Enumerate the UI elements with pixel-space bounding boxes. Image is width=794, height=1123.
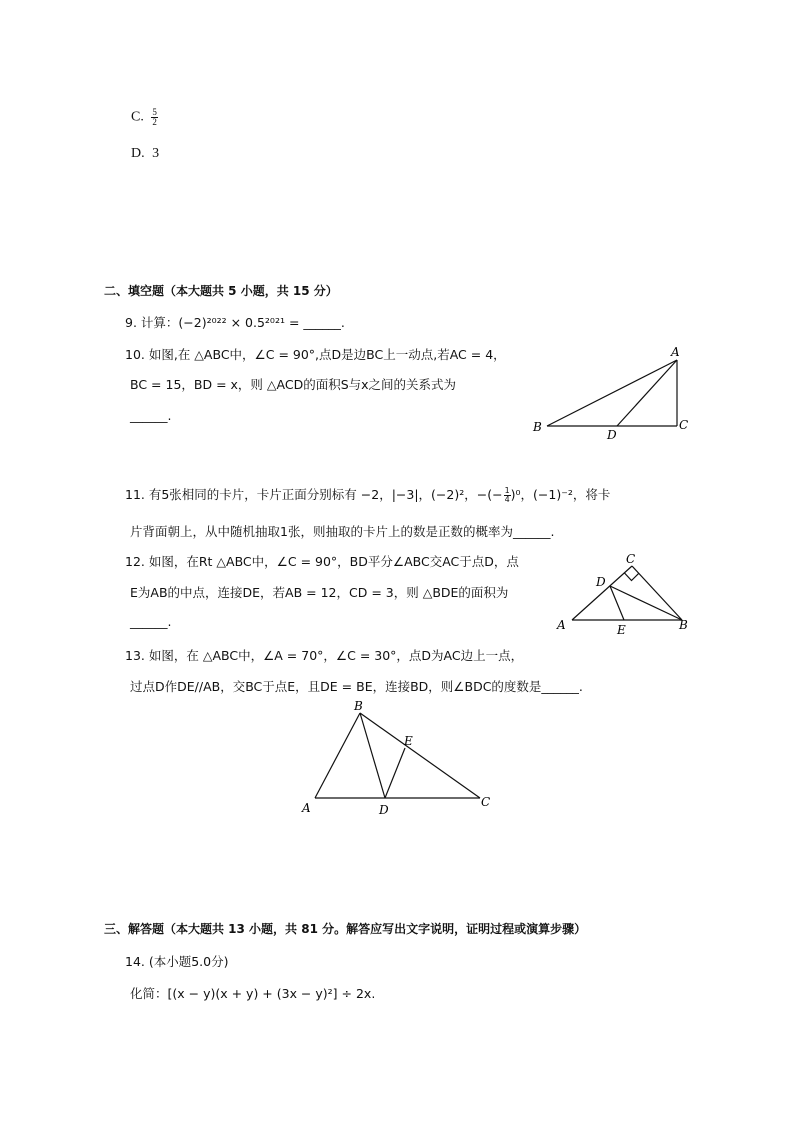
question-12-line3: ______. xyxy=(130,614,172,629)
question-12-figure xyxy=(552,548,702,640)
q13-side-bc xyxy=(360,713,480,798)
q10-side-ab xyxy=(547,360,677,426)
question-12-line1: 12. 如图，在Rt △ABC中，∠C = 90°，BD平分∠ABC交AC于点D，点 xyxy=(125,554,519,569)
question-13-line2: 过点D作DE//AB，交BC于点E，且DE = BE，连接BD，则∠BDC的度数是______. xyxy=(130,679,583,694)
question-11-line1-start: 11. 有5张相同的卡片，卡片正面分别标有 −2，|−3|，(−2)²，−(− xyxy=(125,487,503,502)
q13-label-c: C xyxy=(481,795,491,809)
question-11-line1 xyxy=(125,485,610,504)
q10-label-d: D xyxy=(607,428,617,442)
q10-label-a: A xyxy=(671,345,680,359)
q13-label-b: B xyxy=(354,699,363,713)
option-c-numerator: 5 xyxy=(152,107,157,117)
q12-side-bc xyxy=(632,566,682,620)
question-14-body: 化简：[(x − y)(x + y) + (3x − y)²] ÷ 2x. xyxy=(130,986,376,1001)
section-heading-fill-blank: 二、填空题（本大题共 5 小题，共 15 分） xyxy=(104,284,338,298)
q12-label-e: E xyxy=(617,623,626,637)
q12-right-angle-mark xyxy=(625,573,639,581)
option-c-label: C. xyxy=(131,109,144,125)
question-14-header: 14. (本小题5.0分) xyxy=(125,954,229,969)
question-10-figure xyxy=(525,340,700,445)
q12-label-c: C xyxy=(626,552,636,566)
q13-segment-bd xyxy=(360,713,385,798)
question-10-line2: BC = 15，BD = x，则 △ACD的面积S与x之间的关系式为 xyxy=(130,377,457,392)
question-13-figure xyxy=(295,698,505,820)
question-11-fraction-num: 1 xyxy=(504,486,510,495)
option-d xyxy=(131,146,159,162)
q13-label-a: A xyxy=(302,801,311,815)
q12-label-d: D xyxy=(596,575,606,589)
question-12-line2: E为AB的中点，连接DE，若AB = 12，CD = 3，则 △BDE的面积为 xyxy=(130,585,509,600)
q12-label-b: B xyxy=(679,618,688,632)
q13-side-ab xyxy=(315,713,360,798)
question-11-fraction xyxy=(504,487,511,504)
question-10-line1: 10. 如图,在 △ABC中，∠C = 90°,点D是边BC上一动点,若AC = 4， xyxy=(125,347,506,362)
option-c xyxy=(131,108,158,127)
q10-label-c: C xyxy=(679,418,689,432)
question-11-line2: 片背面朝上，从中随机抽取1张，则抽取的卡片上的数是正数的概率为______. xyxy=(130,524,555,539)
question-10-line3: ______. xyxy=(130,408,172,423)
q10-label-b: B xyxy=(533,420,542,434)
question-13-line1: 13. 如图，在 △ABC中，∠A = 70°，∠C = 30°，点D为AC边上一点， xyxy=(125,648,524,663)
option-d-value: 3 xyxy=(152,146,160,161)
q13-segment-de xyxy=(385,748,405,798)
q13-label-e: E xyxy=(404,734,413,748)
q10-segment-ad xyxy=(617,360,677,426)
option-c-fraction xyxy=(151,108,158,127)
q12-label-a: A xyxy=(557,618,566,632)
question-11-fraction-den: 4 xyxy=(504,495,510,504)
q13-label-d: D xyxy=(379,803,389,817)
option-c-denominator: 2 xyxy=(152,117,157,127)
question-9: 9. 计算：(−2)²⁰²² × 0.5²⁰²¹ = ______. xyxy=(125,315,345,330)
q12-segment-bd xyxy=(610,586,682,620)
section-heading-solve: 三、解答题（本大题共 13 小题，共 81 分。解答应写出文字说明，证明过程或演算步骤） xyxy=(104,922,587,936)
option-d-label: D. xyxy=(131,146,145,161)
question-11-line1-end: )⁰，(−1)⁻²，将卡 xyxy=(510,487,611,502)
